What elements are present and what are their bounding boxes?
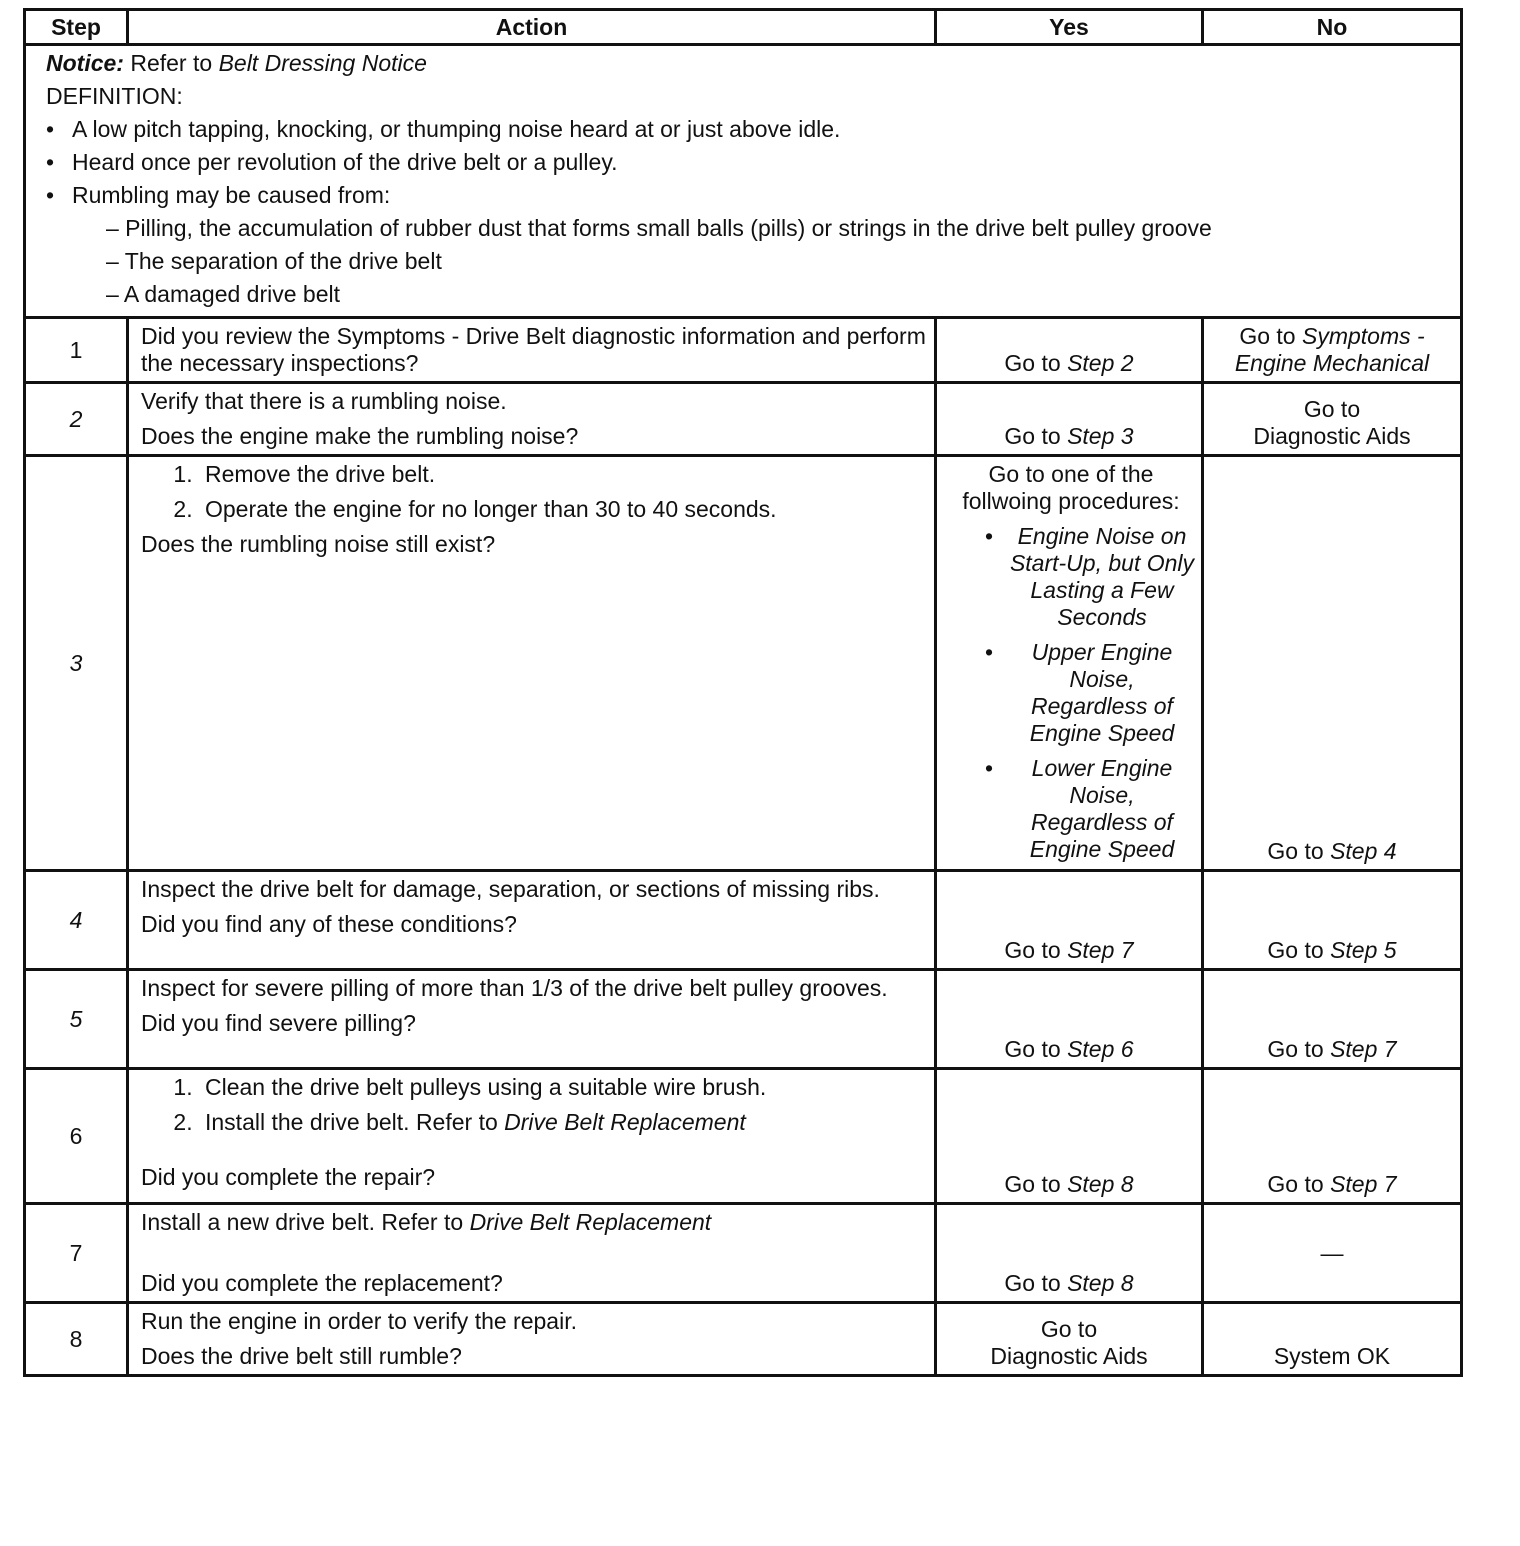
- notice-line: [46, 50, 1460, 77]
- goto-text: Go to: [1004, 1171, 1061, 1197]
- definition-sub-item: – The separation of the drive belt: [106, 248, 442, 274]
- header-no: No: [1203, 10, 1462, 45]
- no-result: System OK: [1273, 1343, 1391, 1369]
- goto-text: Go to: [1004, 350, 1061, 376]
- definition-sub-item: – A damaged drive belt: [106, 281, 340, 307]
- yes-step-link[interactable]: Step 7: [1067, 937, 1134, 963]
- table-row-step-3: [25, 456, 1462, 871]
- procedure-ref-link[interactable]: Drive Belt Replacement: [469, 1209, 712, 1235]
- yes-procedure-link[interactable]: • Upper Engine Noise, Regardless of Engine Speed: [947, 639, 1195, 747]
- step-number: 1: [25, 318, 128, 383]
- yes-step-link[interactable]: Step 6: [1067, 1036, 1134, 1062]
- no-cell: [1203, 456, 1462, 871]
- action-question: Does the rumbling noise still exist?: [141, 531, 496, 557]
- no-ref-link-line2[interactable]: Engine Mechanical: [1234, 350, 1430, 376]
- diagnostic-table: [23, 8, 1463, 1377]
- action-list-text: Install the drive belt. Refer to: [205, 1109, 498, 1135]
- action-question: Did you complete the replacement?: [141, 1270, 503, 1296]
- step-number: 2: [25, 383, 128, 456]
- step-number: 8: [25, 1303, 128, 1376]
- table-row-step-1: [25, 318, 1462, 383]
- yes-intro: Go to one of the follwoing procedures:: [962, 461, 1180, 514]
- yes-procedure-link[interactable]: • Engine Noise on Start-Up, but Only Lasting a Few Seconds: [947, 523, 1195, 631]
- goto-text: Go to: [1004, 1036, 1061, 1062]
- action-text: Inspect for severe pilling of more than 1/3 of the drive belt pulley grooves.: [141, 975, 888, 1001]
- yes-step-link[interactable]: Step 8: [1067, 1171, 1134, 1197]
- table-row-step-6: [25, 1069, 1462, 1204]
- notice-text: Refer to: [130, 50, 213, 76]
- action-list-item: 1. Clean the drive belt pulleys using a suitable wire brush.: [199, 1074, 926, 1101]
- no-step-link[interactable]: Step 7: [1330, 1036, 1397, 1062]
- no-cell: [1203, 1069, 1462, 1204]
- action-cell: [128, 871, 936, 970]
- action-text: Inspect the drive belt for damage, separation, or sections of missing ribs.: [141, 876, 880, 902]
- no-cell: [1203, 871, 1462, 970]
- step-number: 6: [25, 1069, 128, 1204]
- action-cell: [128, 318, 936, 383]
- yes-cell: [936, 318, 1203, 383]
- action-question: Did you find severe pilling?: [141, 1010, 416, 1036]
- diagnostic-table-page: [23, 8, 1458, 1377]
- action-list-item: 2. Operate the engine for no longer than 30 to 40 seconds.: [199, 496, 926, 523]
- action-text-part: Install a new drive belt. Refer to: [141, 1209, 464, 1235]
- notice-label: Notice:: [46, 50, 124, 76]
- yes-cell: [936, 970, 1203, 1069]
- action-list-item: [199, 1109, 926, 1136]
- goto-text: Go to: [1040, 1316, 1098, 1342]
- yes-cell: [936, 1069, 1203, 1204]
- goto-text: Go to: [1004, 1270, 1061, 1296]
- header-action: Action: [128, 10, 936, 45]
- yes-cell: [936, 1204, 1203, 1303]
- no-step-link[interactable]: Step 4: [1330, 838, 1397, 864]
- action-cell: [128, 1204, 936, 1303]
- no-cell-dash: —: [1203, 1204, 1462, 1303]
- goto-text: Go to: [1267, 838, 1324, 864]
- action-question: Does the engine make the rumbling noise?: [141, 423, 579, 449]
- goto-text: Go to: [1267, 1171, 1324, 1197]
- no-cell: [1203, 318, 1462, 383]
- step-number: 3: [25, 456, 128, 871]
- action-text: [141, 1209, 926, 1236]
- goto-text: Go to: [1303, 396, 1361, 422]
- definition-bullet: • Heard once per revolution of the drive belt or a pulley.: [46, 149, 1460, 176]
- action-question: Does the drive belt still rumble?: [141, 1343, 462, 1369]
- notice-row: [25, 45, 1462, 318]
- action-text: Run the engine in order to verify the repair.: [141, 1308, 577, 1334]
- action-text: Did you review the Symptoms - Drive Belt diagnostic information and perform the necessary inspections?: [141, 323, 926, 376]
- no-cell: [1203, 383, 1462, 456]
- yes-cell: [936, 871, 1203, 970]
- yes-cell: [936, 383, 1203, 456]
- step-number: 5: [25, 970, 128, 1069]
- no-ref-link[interactable]: Symptoms -: [1301, 323, 1425, 349]
- yes-cell: [936, 1303, 1203, 1376]
- definition-heading: DEFINITION:: [46, 83, 183, 109]
- table-row-step-7: [25, 1204, 1462, 1303]
- action-question: Did you find any of these conditions?: [141, 911, 517, 937]
- step-number: 4: [25, 871, 128, 970]
- yes-procedure-link[interactable]: • Lower Engine Noise, Regardless of Engine Speed: [947, 755, 1195, 863]
- definition-bullet: • Rumbling may be caused from:: [46, 182, 1460, 209]
- action-cell: [128, 1069, 936, 1204]
- action-list-item: 1. Remove the drive belt.: [199, 461, 926, 488]
- action-text: Verify that there is a rumbling noise.: [141, 388, 507, 414]
- yes-cell: [936, 456, 1203, 871]
- yes-step-link[interactable]: Step 2: [1067, 350, 1134, 376]
- table-row-step-2: [25, 383, 1462, 456]
- action-cell: [128, 970, 936, 1069]
- yes-ref-link[interactable]: Diagnostic Aids: [990, 1343, 1148, 1369]
- step-number: 7: [25, 1204, 128, 1303]
- definition-bullet: • A low pitch tapping, knocking, or thumping noise heard at or just above idle.: [46, 116, 1460, 143]
- header-row: [25, 10, 1462, 45]
- no-ref-link[interactable]: Diagnostic Aids: [1253, 423, 1411, 449]
- no-cell: [1203, 1303, 1462, 1376]
- notice-ref: Belt Dressing Notice: [218, 50, 427, 76]
- goto-text: Go to: [1267, 1036, 1324, 1062]
- action-cell: [128, 383, 936, 456]
- goto-text: Go to: [1267, 937, 1324, 963]
- procedure-ref-link[interactable]: Drive Belt Replacement: [504, 1109, 746, 1135]
- header-yes: Yes: [936, 10, 1203, 45]
- notice-cell: [25, 45, 1462, 318]
- goto-text: Go to: [1004, 423, 1061, 449]
- action-cell: [128, 1303, 936, 1376]
- no-cell: [1203, 970, 1462, 1069]
- goto-text: Go to: [1004, 937, 1061, 963]
- no-step-link[interactable]: Step 7: [1330, 1171, 1397, 1197]
- no-step-link[interactable]: Step 5: [1330, 937, 1397, 963]
- action-question: Did you complete the repair?: [141, 1164, 436, 1190]
- yes-step-link[interactable]: Step 3: [1067, 423, 1134, 449]
- table-row-step-8: [25, 1303, 1462, 1376]
- table-row-step-5: [25, 970, 1462, 1069]
- table-row-step-4: [25, 871, 1462, 970]
- definition-sub-item: – Pilling, the accumulation of rubber dust that forms small balls (pills) or strings in the drive belt pulley groove: [106, 215, 1212, 241]
- action-cell: [128, 456, 936, 871]
- header-step: Step: [25, 10, 128, 45]
- goto-text: Go to: [1239, 323, 1296, 349]
- yes-step-link[interactable]: Step 8: [1067, 1270, 1134, 1296]
